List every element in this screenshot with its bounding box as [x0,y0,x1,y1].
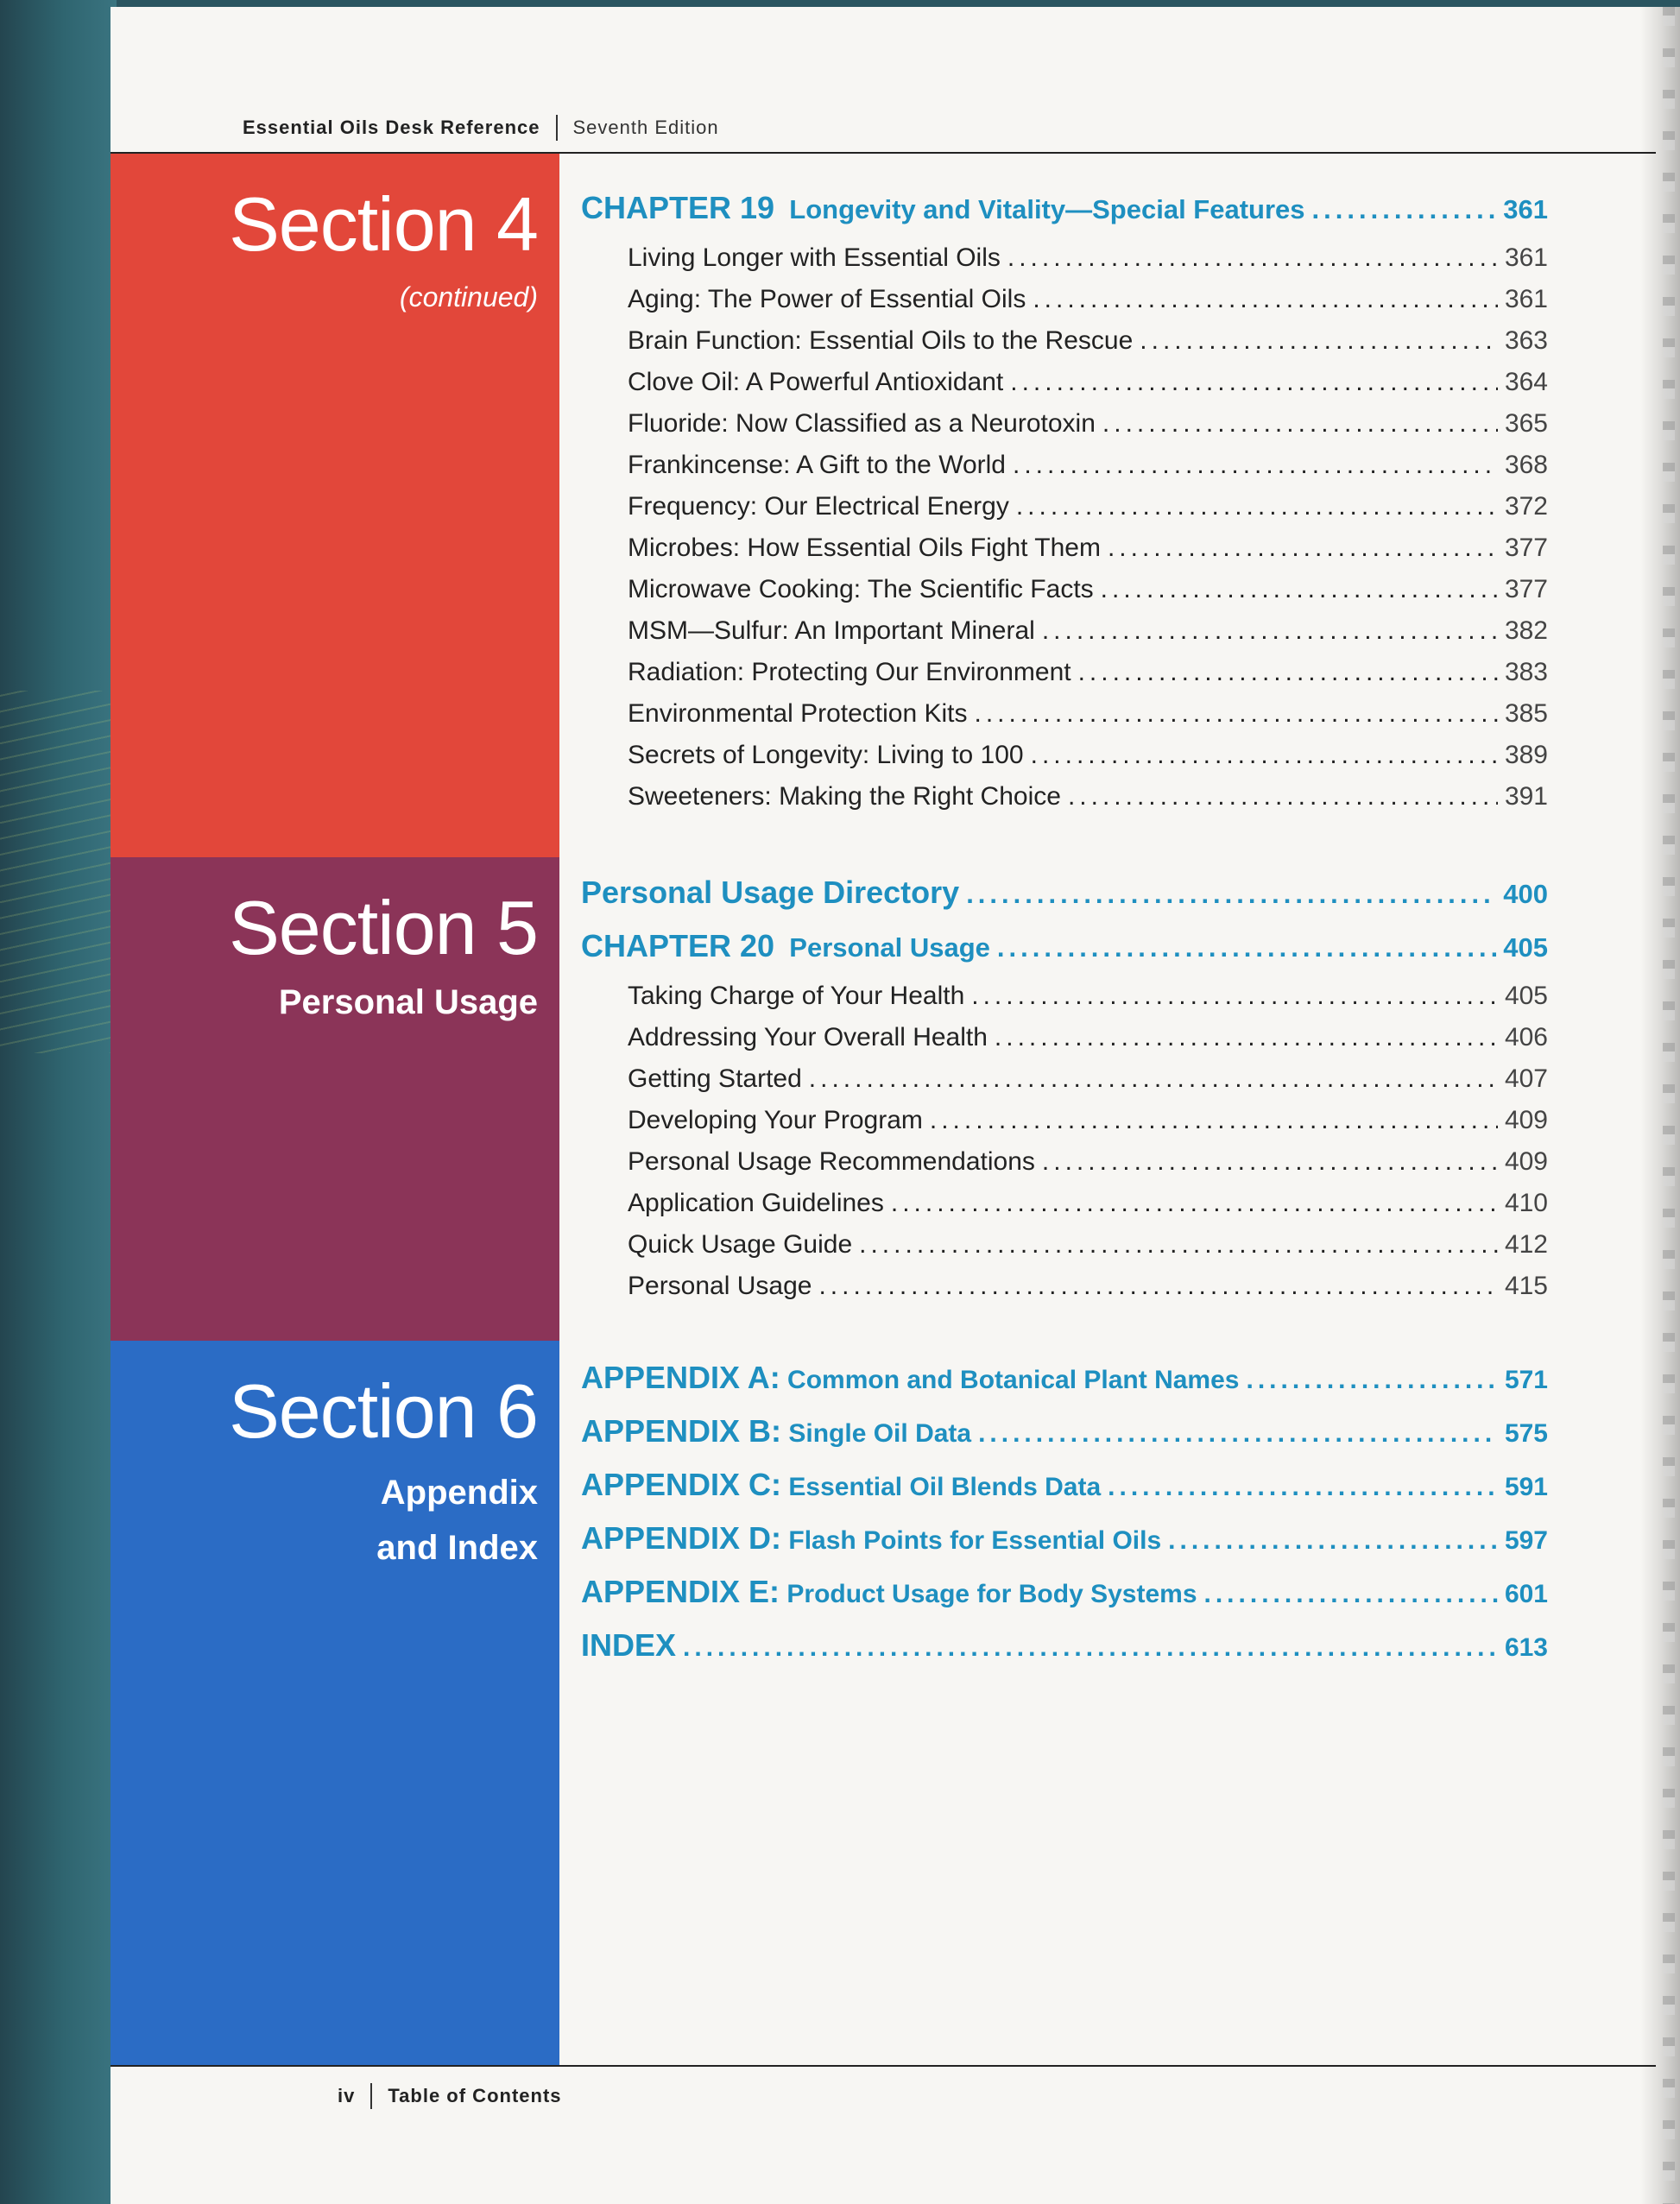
leader-dots [1068,782,1498,812]
toc-entry[interactable] [581,658,1548,699]
book-edition: Seventh Edition [572,117,719,138]
toc-entry[interactable] [581,1272,1548,1313]
leader-dots [1042,1147,1498,1177]
toc-entry[interactable] [581,243,1548,285]
binder-cover [0,0,117,2204]
directory-heading: Personal Usage Directory [581,875,960,910]
toc-entry[interactable] [581,782,1548,824]
section-6-subtitle-line1: Appendix [380,1474,538,1512]
page-number: 363 [1504,326,1548,355]
entry-title: Frequency: Our Electrical Energy [628,492,1009,521]
leader-dots [809,1064,1498,1094]
appendix-heading: APPENDIX D: Flash Points for Essential Oils [581,1520,1162,1556]
page-number: 409 [1504,1147,1548,1176]
leader-dots [1108,534,1498,563]
page-number: 365 [1504,409,1548,438]
section-5-title: Section 5 [229,885,538,970]
leader-dots [1246,1366,1497,1395]
entry-title: Clove Oil: A Powerful Antioxidant [628,368,1004,396]
section-5-subtitle: Personal Usage [278,983,538,1021]
entry-title: Application Guidelines [628,1189,884,1217]
section-4-continued: (continued) [399,281,538,313]
entry-title: Microbes: How Essential Oils Fight Them [628,534,1101,562]
leader-dots [1031,741,1498,770]
section-6-toc [581,1360,1548,1681]
entry-title: Brain Function: Essential Oils to the Rescue [628,326,1134,355]
appendix-entry[interactable] [581,1520,1548,1574]
page-number: 412 [1504,1230,1548,1259]
cover-decoration [0,691,117,1053]
entry-title: Developing Your Program [628,1106,923,1134]
section-6-subtitle-line2: and Index [376,1529,538,1567]
personal-usage-directory-entry[interactable] [581,875,1548,928]
appendix-entry[interactable] [581,1467,1548,1520]
entry-title: Taking Charge of Your Health [628,982,965,1010]
toc-entry[interactable] [581,741,1548,782]
leader-dots [1078,658,1498,687]
leader-dots [1312,194,1497,225]
section-5-toc [581,875,1548,1313]
entry-title: Personal Usage Recommendations [628,1147,1035,1176]
chapter-20-entry[interactable] [581,928,1548,982]
index-heading: INDEX [581,1627,677,1663]
entry-title: Environmental Protection Kits [628,699,968,728]
appendix-entry[interactable] [581,1574,1548,1627]
leader-dots [997,932,1496,963]
binder-rings [1640,7,1680,2204]
page-number: 406 [1504,1023,1548,1051]
page-number: 407 [1504,1064,1548,1093]
leader-dots [683,1633,1498,1663]
leader-dots [891,1189,1498,1218]
leader-dots [1013,451,1498,480]
leader-dots [1140,326,1498,356]
toc-entry[interactable] [581,1106,1548,1147]
page-number: 383 [1504,658,1548,686]
toc-entry[interactable] [581,368,1548,409]
toc-entry[interactable] [581,1023,1548,1064]
entry-title: Fluoride: Now Classified as a Neurotoxin [628,409,1096,438]
section-6-title: Section 6 [229,1368,538,1454]
chapter-19-entry[interactable] [581,190,1548,243]
page-number: 377 [1504,534,1548,562]
entry-title: Quick Usage Guide [628,1230,853,1259]
page-number: 400 [1503,879,1548,909]
toc-entry[interactable] [581,1189,1548,1230]
page-number: 361 [1504,243,1548,272]
toc-entry[interactable] [581,409,1548,451]
page-number: 361 [1503,194,1548,224]
page-number: 597 [1504,1526,1548,1555]
leader-dots [978,1419,1498,1449]
leader-dots [1204,1580,1498,1609]
page-number: 364 [1504,368,1548,396]
page-number: 601 [1504,1580,1548,1608]
leader-dots [818,1272,1497,1301]
toc-entry[interactable] [581,616,1548,658]
leader-dots [930,1106,1498,1135]
page-number: 410 [1504,1189,1548,1217]
page-number: 613 [1504,1633,1548,1662]
entry-title: Aging: The Power of Essential Oils [628,285,1026,313]
entry-title: Secrets of Longevity: Living to 100 [628,741,1024,769]
entry-title: Radiation: Protecting Our Environment [628,658,1071,686]
section-4-title: Section 4 [229,181,538,267]
leader-dots [1108,1473,1498,1502]
leader-dots [1033,285,1498,314]
page-number: 409 [1504,1106,1548,1134]
footer-label: Table of Contents [388,2085,562,2106]
leader-dots [995,1023,1498,1052]
toc-entry[interactable] [581,982,1548,1023]
section-4-band [111,154,559,857]
page-number: 405 [1503,932,1548,963]
leader-dots [859,1230,1498,1260]
toc-entry[interactable] [581,1147,1548,1189]
page-number: 389 [1504,741,1548,769]
page-number: 391 [1504,782,1548,811]
leader-dots [975,699,1498,729]
chapter-heading: CHAPTER 19 Longevity and Vitality—Special Features [581,190,1305,225]
toc-entry[interactable] [581,285,1548,326]
leader-dots [966,879,1496,910]
page-number: 361 [1504,285,1548,313]
leader-dots [1102,409,1498,439]
appendix-heading: APPENDIX A: Common and Botanical Plant Names [581,1360,1240,1395]
index-entry[interactable] [581,1627,1548,1681]
toc-entry[interactable] [581,492,1548,534]
entry-title: MSM—Sulfur: An Important Mineral [628,616,1035,645]
header-divider [556,115,558,141]
section-5-band [111,857,559,1341]
footer-divider [370,2083,372,2109]
page [111,7,1680,2204]
running-footer [338,2083,562,2109]
toc-entry[interactable] [581,1064,1548,1106]
section-4-toc [581,190,1548,824]
entry-title: Personal Usage [628,1272,812,1300]
toc-entry[interactable] [581,451,1548,492]
section-6-band [111,1341,559,2066]
page-number: 405 [1504,982,1548,1010]
entry-title: Frankincense: A Gift to the World [628,451,1006,479]
entry-title: Getting Started [628,1064,802,1093]
toc-entry[interactable] [581,534,1548,575]
folio: iv [338,2085,356,2106]
leader-dots [1168,1526,1498,1556]
toc-entry[interactable] [581,1230,1548,1272]
entry-title: Microwave Cooking: The Scientific Facts [628,575,1094,603]
entry-title: Sweeteners: Making the Right Choice [628,782,1061,811]
leader-dots [1007,243,1498,273]
toc-entry[interactable] [581,326,1548,368]
appendix-heading: APPENDIX C: Essential Oil Blends Data [581,1467,1102,1502]
chapter-heading: CHAPTER 20 Personal Usage [581,928,990,963]
entry-title: Living Longer with Essential Oils [628,243,1001,272]
toc-entry[interactable] [581,699,1548,741]
page-number: 377 [1504,575,1548,603]
running-header [243,115,719,141]
page-number: 382 [1504,616,1548,645]
book-title: Essential Oils Desk Reference [243,117,540,138]
page-number: 571 [1504,1366,1548,1394]
leader-dots [1010,368,1498,397]
page-number: 368 [1504,451,1548,479]
footer-rule [111,2065,1656,2067]
entry-title: Addressing Your Overall Health [628,1023,988,1051]
leader-dots [1042,616,1498,646]
appendix-entry[interactable] [581,1360,1548,1413]
page-number: 575 [1504,1419,1548,1448]
page-number: 591 [1504,1473,1548,1501]
page-number: 385 [1504,699,1548,728]
appendix-heading: APPENDIX E: Product Usage for Body Systems [581,1574,1197,1609]
leader-dots [1016,492,1498,521]
leader-dots [971,982,1498,1011]
toc-entry[interactable] [581,575,1548,616]
page-number: 415 [1504,1272,1548,1300]
leader-dots [1101,575,1498,604]
appendix-entry[interactable] [581,1413,1548,1467]
appendix-heading: APPENDIX B: Single Oil Data [581,1413,972,1449]
page-number: 372 [1504,492,1548,521]
